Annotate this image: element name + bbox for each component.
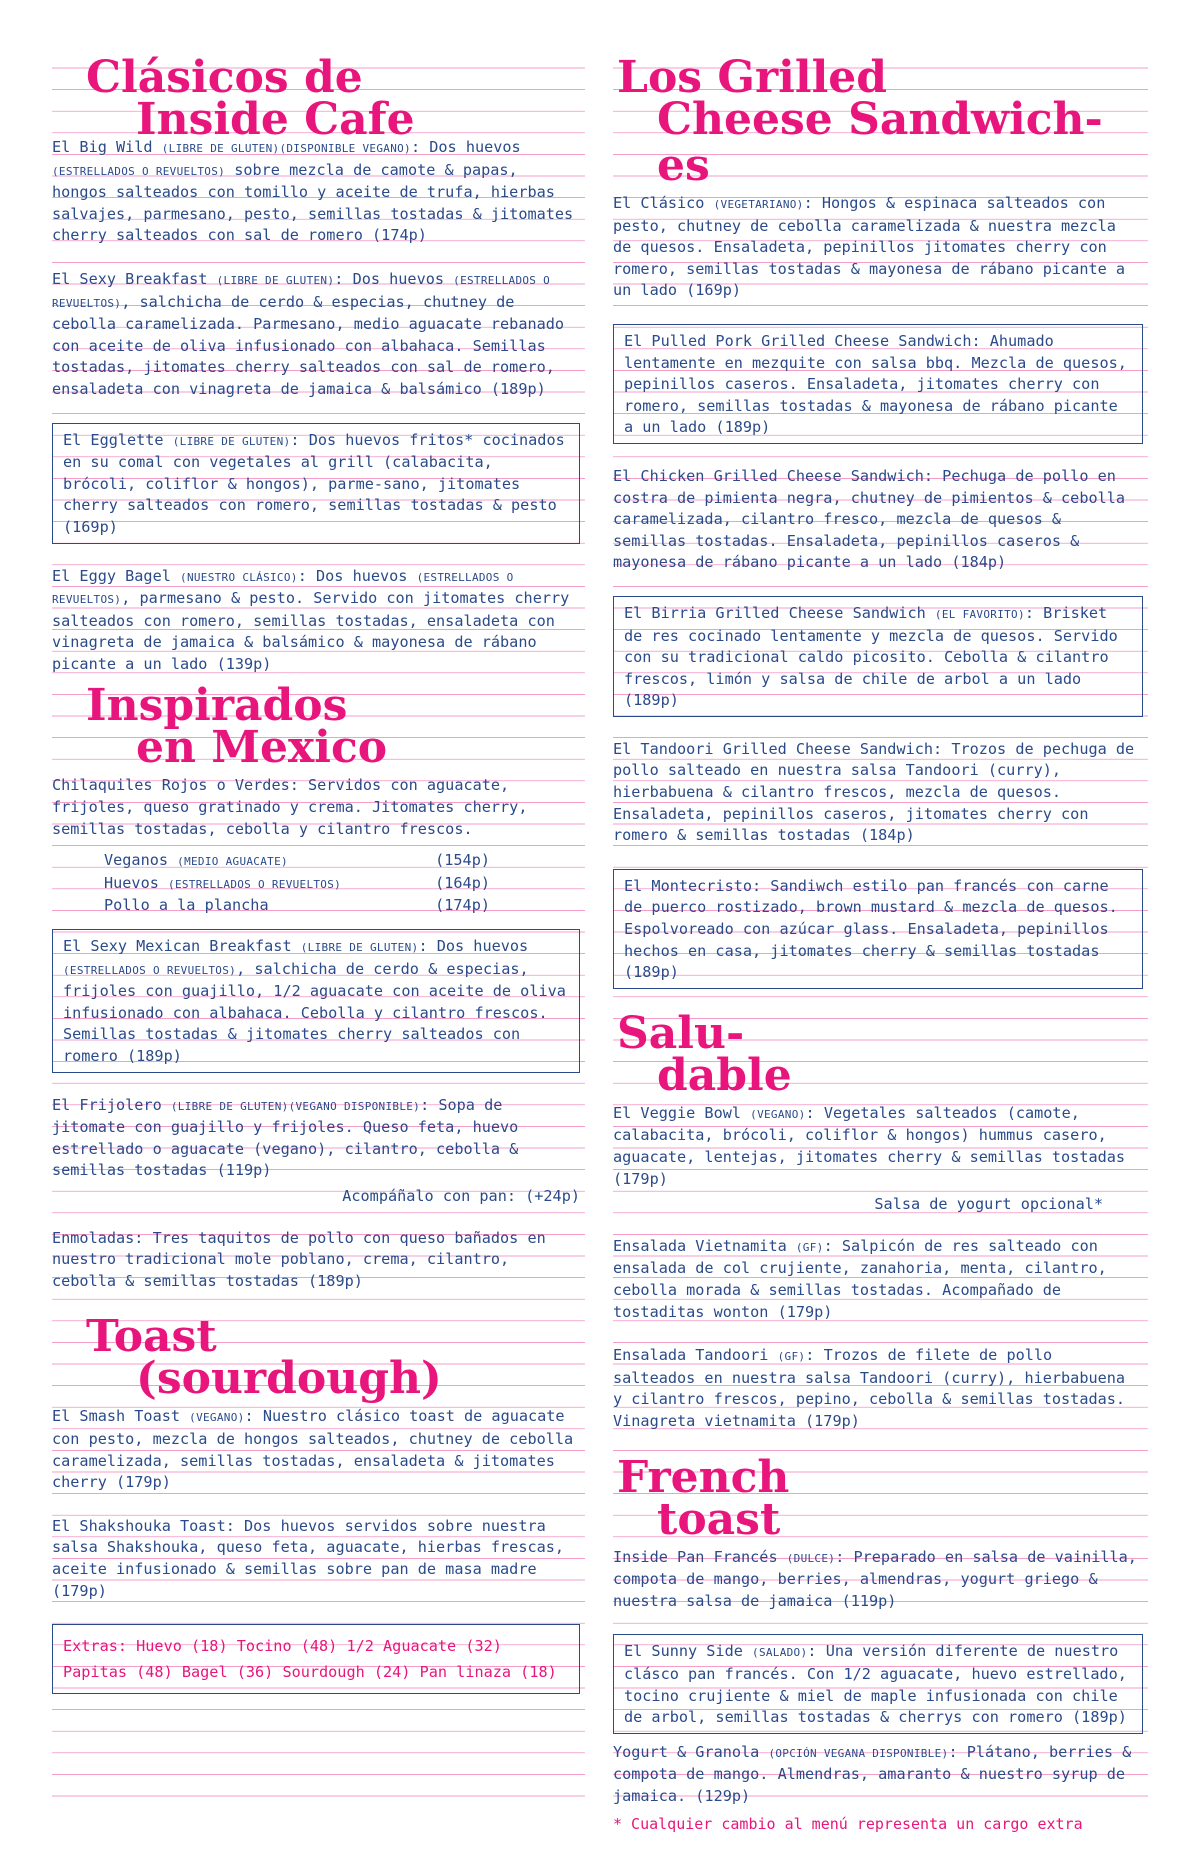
menu-item-shakshouka: El Shakshouka Toast: Dos huevos servidos sobre nuestra salsa Shakshouka, queso feta, aguacate, hierbas frescas, aceite infusionado & semillas sobre pan de masa madre (179p) [52,1516,565,1600]
section-heading-clasicos: Clásicos de Inside Cafe [86,52,415,145]
chilaquiles-options [104,850,580,917]
menu-item-yogurt-granola: Yogurt & Granola (OPCIÓN VEGANA DISPONIBLE): Plátano, berries & compota de mango. Almendras, amaranto & nuestro syrup de jamaica. (129p) [613,1742,1132,1805]
veggie-note: Salsa de yogurt opcional* [874,1195,1103,1214]
menu-item-tandoori-grilled: El Tandoori Grilled Cheese Sandwich: Trozos de pechuga de pollo salteado en nuestra salsa Tandoori (curry), hierbabuena & cilantro frescos, mezcla de quesos. Ensaladeta, pepinillos caseros, jitomates cherry con romero & semillas tostadas (184p) [613,739,1135,845]
option-row: Huevos (ESTRELLADOS O REVUELTOS) (164p) [104,873,490,892]
section-heading-inspirados: Inspirados en Mexico [86,680,388,774]
extras-box [52,1624,580,1694]
extras-line: Papitas (48) Bagel (36) Sourdough (24) Pan linaza (18) [63,1663,557,1682]
menu-item-enmoladas: Enmoladas: Tres taquitos de pollo con queso bañados en nuestro tradicional mole poblano, crema, cilantro, cebolla & semillas tostadas (189p) [52,1228,546,1290]
menu-item-sunny-side: El Sunny Side (SALADO): Una versión diferente de nuestro clásco pan francés. Con 1/2 aguacate, huevo estrellado, tocino crujiente & miel de maple infusionada con chile de arbol, semillas tostadas & cherrys con romero (189p) [613,1634,1143,1733]
left-column [52,52,580,1694]
frijolero-note: Acompáñalo con pan: (+24p) [342,1186,580,1205]
menu-item-chicken-grilled: El Chicken Grilled Cheese Sandwich: Pechuga de pollo en costra de pimienta negra, chutney de pimientos & cebolla caramelizada, cilantro fresco, mezcla de quesos & semillas tostadas. Ensaladeta, pepinillos caseros & mayonesa de rábano picante a un lado (184p) [613,466,1126,572]
menu-item-ensalada-vietnamita: Ensalada Vietnamita (GF): Salpicón de res salteado con ensalada de col crujiente, zanahoria, menta, cilantro, cebolla morada & semillas tostadas. Acompañado de tostaditas wonton (179p) [613,1236,1107,1321]
right-column [613,52,1143,1834]
menu-item-frijolero: El Frijolero (LIBRE DE GLUTEN)(VEGANO DISPONIBLE): Sopa de jitomate con guajillo y frijoles. Queso feta, huevo estrellado o aguacate (vegano), cilantro, cebolla & semillas tostadas (119p) [52,1095,519,1180]
option-row: Pollo a la plancha (174p) [104,896,490,915]
extras-line: Extras: Huevo (18) Tocino (48) 1/2 Aguacate (32) [63,1637,502,1656]
menu-item-chilaquiles: Chilaquiles Rojos o Verdes: Servidos con aguacate, frijoles, queso gratinado y crema. Jitomates cherry, semillas tostadas, cebolla y cilantro frescos. [52,776,528,838]
menu-item-smash-toast: El Smash Toast (VEGANO): Nuestro clásico toast de aguacate con pesto, mezcla de hongos salteados, chutney de cebolla caramelizada, semillas tostadas, ensaladeta & jitomates cherry (179p) [52,1407,574,1492]
menu-item-ensalada-tandoori: Ensalada Tandoori (GF): Trozos de filete de pollo salteados en nuestra salsa Tandoori (curry), hierbabuena y cilantro frescos, pepino, cebolla & semillas tostadas. Vinagreta vietnamita (179p) [613,1346,1126,1430]
menu-item-egglette: El Egglette (LIBRE DE GLUTEN): Dos huevos fritos* cocinados en su comal con vegetales al grill (calabacita, brócoli, coliflor & hongos), parme-sano, jitomates cherry salteados con romero, semillas tostadas & pesto (169p) [52,423,580,544]
menu-item-birria: El Birria Grilled Cheese Sandwich (EL FAVORITO): Brisket de res cocinado lentamente y mezcla de quesos. Servido con su tradicional caldo picosito. Cebolla & cilantro frescos, limón y salsa de chile de arbol a un lado (189p) [613,596,1143,717]
section-heading-french-toast: French toast [617,1451,790,1545]
section-heading-grilled-cheese: Los Grilled Cheese Sandwich-es [617,52,1103,191]
menu-item-pan-frances: Inside Pan Francés (DULCE): Preparado en salsa de vainilla, compota de mango, berries, almendras, yogurt griego & nuestra salsa de jamaica (119p) [613,1547,1137,1610]
menu-item-big-wild: El Big Wild (LIBRE DE GLUTEN)(DISPONIBLE VEGANO): Dos huevos (ESTRELLADOS O REVUELTOS) sobre mezcla de camote & papas, hongos salteados con tomillo y aceite de trufa, hierbas salvajes, parmesano, pesto, semillas tostadas & jitomates cherry salteados con sal de romero (174p) [52,138,574,245]
menu-item-sexy-breakfast: El Sexy Breakfast (LIBRE DE GLUTEN): Dos huevos (ESTRELLADOS O REVUELTOS), salchicha de cerdo & especias, chutney de cebolla caramelizada. Parmesano, medio aguacate rebanado con aceite de oliva infusionado con albahaca. Semillas tostadas, jitomates cherry salteados con sal de romero, ensaladeta con vinagreta de jamaica & balsámico (189p) [52,269,565,398]
section-heading-saludable: Salu- dable [617,1007,792,1101]
menu-item-eggy-bagel: El Eggy Bagel (NUESTRO CLÁSICO): Dos huevos (ESTRELLADOS O REVUELTOS), parmesano & pesto. Servido con jitomates cherry salteados con romero, semillas tostadas, ensaladeta con vinagreta de jamaica & balsámico & mayonesa de rábano picante a un lado (139p) [52,566,570,673]
menu-item-el-clasico: El Clásico (VEGETARIANO): Hongos & espinaca salteados con pesto, chutney de cebolla caramelizada & nuestra mezcla de quesos. Ensaladeta, pepinillos jitomates cherry con romero, semillas tostadas & mayonesa de rábano picante a un lado (169p) [613,194,1126,300]
option-row: Veganos (MEDIO AGUACATE) (154p) [104,851,490,870]
footnote: * Cualquier cambio al menú representa un cargo extra [613,1815,1083,1834]
section-heading-toast: Toast (sourdough) [86,1311,442,1405]
menu-item-sexy-mexican: El Sexy Mexican Breakfast (LIBRE DE GLUTEN): Dos huevos (ESTRELLADOS O REVUELTOS), salchicha de cerdo & especias, frijoles con guajillo, 1/2 aguacate con aceite de oliva infusionado con albahaca. Cebolla y cilantro frescos. Semillas tostadas & jitomates cherry salteados con romero (189p) [52,929,580,1073]
menu-item-veggie-bowl: El Veggie Bowl (VEGANO): Vegetales salteados (camote, calabacita, brócoli, coliflor & hongos) hummus casero, aguacate, lentejas, jitomates cherry & semillas tostadas (179p) [613,1103,1126,1188]
menu-item-pulled-pork: El Pulled Pork Grilled Cheese Sandwich: Ahumado lentamente en mezquite con salsa bbq. Mezcla de quesos, pepinillos caseros. Ensaladeta, jitomates cherry con romero, semillas tostadas & mayonesa de rábano picante a un lado (189p) [613,324,1143,444]
menu-item-montecristo: El Montecristo: Sandiwch estilo pan francés con carne de puerco rostizado, brown mustard & mezcla de quesos. Espolvoreado con azúcar glass. Ensaladeta, pepinillos hechos en casa, jitomates cherry & semillas tostadas (189p) [613,869,1143,989]
